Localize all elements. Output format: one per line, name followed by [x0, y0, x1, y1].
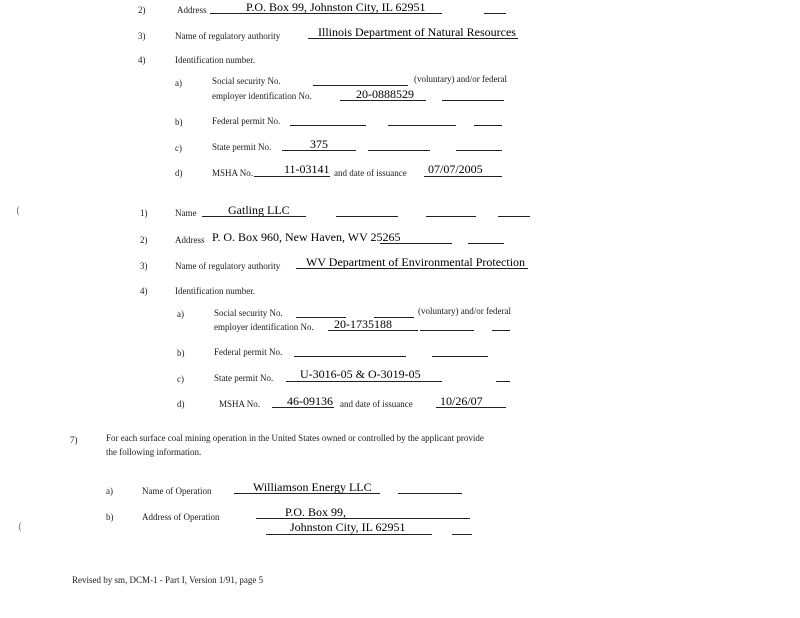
b-d-letter: d): [177, 399, 185, 409]
b-ein-line-2: [420, 330, 474, 331]
b-state-permit-line-2: [496, 381, 510, 382]
a-msha-date: 07/07/2005: [428, 162, 483, 176]
a-federal-permit-label: Federal permit No.: [212, 116, 281, 126]
a-ein-label: employer identification No.: [212, 91, 312, 101]
b-address-line: [380, 243, 452, 244]
s7-operation-name-value: Williamson Energy LLC: [253, 480, 372, 494]
a-state-permit-label: State permit No.: [212, 142, 272, 152]
b-item1-number: 1): [140, 208, 148, 218]
a-msha-mid-text: and date of issuance: [334, 168, 407, 178]
b-msha-date-line: [436, 407, 506, 408]
b-state-permit-value: U-3016-05 & O-3019-05: [300, 367, 421, 381]
a-item3-number: 3): [138, 31, 146, 41]
b-name-line-2: [336, 216, 398, 217]
s7-operation-address-label: Address of Operation: [142, 512, 220, 522]
b-msha-mid-text: and date of issuance: [340, 399, 413, 409]
b-address-label: Address: [175, 235, 205, 245]
s7-a-letter: a): [106, 486, 113, 496]
s7-operation-name-label: Name of Operation: [142, 486, 212, 496]
a-address-label: Address: [177, 5, 207, 15]
b-name-label: Name: [175, 208, 197, 218]
b-name-line: [202, 216, 306, 217]
b-ein-value: 20-1735188: [334, 317, 392, 331]
s7-address-line: [256, 518, 470, 519]
a-state-permit-value: 375: [310, 137, 328, 151]
b-ein-line: [328, 330, 418, 331]
b-name-value: Gatling LLC: [228, 203, 290, 217]
a-item4-number: 4): [138, 55, 146, 65]
b-ein-label: employer identification No.: [214, 322, 314, 332]
a-federal-permit-line-3: [474, 125, 502, 126]
b-ssn-label: Social security No.: [214, 308, 283, 318]
b-name-line-3: [426, 216, 476, 217]
section7-text-1: For each surface coal mining operation in the United States owned or controlled by the applicant provide: [106, 433, 484, 443]
a-ein-value: 20-0888529: [356, 87, 414, 101]
b-state-permit-label: State permit No.: [214, 373, 274, 383]
b-federal-permit-label: Federal permit No.: [214, 347, 283, 357]
b-address-line-2: [468, 243, 504, 244]
a-state-permit-line-3: [456, 150, 502, 151]
a-address-value: P.O. Box 99, Johnston City, IL 62951: [246, 0, 426, 14]
b-c-letter: c): [177, 374, 184, 384]
a-a-letter: a): [175, 78, 182, 88]
b-federal-permit-line: [294, 356, 406, 357]
b-state-permit-line: [286, 381, 442, 382]
section7-number: 7): [70, 435, 78, 445]
a-item2-number: 2): [138, 5, 146, 15]
a-msha-date-line: [424, 176, 502, 177]
b-msha-label: MSHA No.: [219, 399, 261, 409]
a-ein-line-2: [442, 100, 504, 101]
a-federal-permit-line: [290, 125, 366, 126]
a-ein-line: [340, 100, 426, 101]
a-authority-value: Illinois Department of Natural Resources: [318, 25, 516, 39]
s7-operation-address-line2: Johnston City, IL 62951: [290, 520, 406, 534]
a-ssn-label: Social security No.: [212, 76, 281, 86]
a-d-letter: d): [175, 168, 183, 178]
a-state-permit-line: [282, 150, 356, 151]
s7-operation-name-line-2: [398, 493, 462, 494]
a-ssn-line: [313, 85, 408, 86]
footer-revision: Revised by sm, DCM-1 - Part I, Version 1/91, page 5: [72, 575, 264, 585]
section7-text-2: the following information.: [106, 447, 202, 457]
b-item3-number: 3): [140, 261, 148, 271]
b-authority-value: WV Department of Environmental Protection: [306, 255, 526, 269]
a-address-line-2: [484, 13, 506, 14]
s7-address-line-2: [266, 534, 432, 535]
scan-mark: (: [16, 206, 20, 217]
b-msha-line: [272, 407, 334, 408]
s7-address-line-3: [452, 534, 472, 535]
a-authority-label: Name of regulatory authority: [175, 31, 281, 41]
scan-mark-2: (: [18, 522, 22, 533]
b-authority-label: Name of regulatory authority: [175, 261, 281, 271]
a-msha-label: MSHA No.: [212, 168, 254, 178]
s7-operation-name-line: [234, 493, 380, 494]
a-msha-line: [254, 176, 330, 177]
a-federal-permit-line-2: [388, 125, 456, 126]
b-item2-number: 2): [140, 235, 148, 245]
b-msha-date: 10/26/07: [440, 394, 483, 408]
b-federal-permit-line-2: [432, 356, 488, 357]
b-name-line-4: [498, 216, 530, 217]
a-b-letter: b): [175, 117, 183, 127]
b-msha-value: 46-09136: [287, 394, 333, 408]
a-identification-label: Identification number.: [175, 55, 255, 65]
a-authority-line: [308, 38, 518, 39]
a-c-letter: c): [175, 143, 182, 153]
b-item4-number: 4): [140, 286, 148, 296]
a-msha-value: 11-03141: [284, 162, 330, 176]
b-ssn-suffix: (voluntary) and/or federal: [418, 306, 511, 316]
s7-operation-address-line1: P.O. Box 99,: [285, 505, 347, 519]
a-state-permit-line-2: [368, 150, 430, 151]
b-authority-line: [296, 268, 528, 269]
b-identification-label: Identification number.: [175, 286, 255, 296]
b-ein-line-3: [492, 330, 510, 331]
b-a-letter: a): [177, 309, 184, 319]
a-address-line: [210, 13, 442, 14]
b-address-value: P. O. Box 960, New Haven, WV 25265: [212, 230, 401, 244]
a-ssn-suffix: (voluntary) and/or federal: [414, 74, 507, 84]
b-b-letter: b): [177, 348, 185, 358]
s7-b-letter: b): [106, 512, 114, 522]
